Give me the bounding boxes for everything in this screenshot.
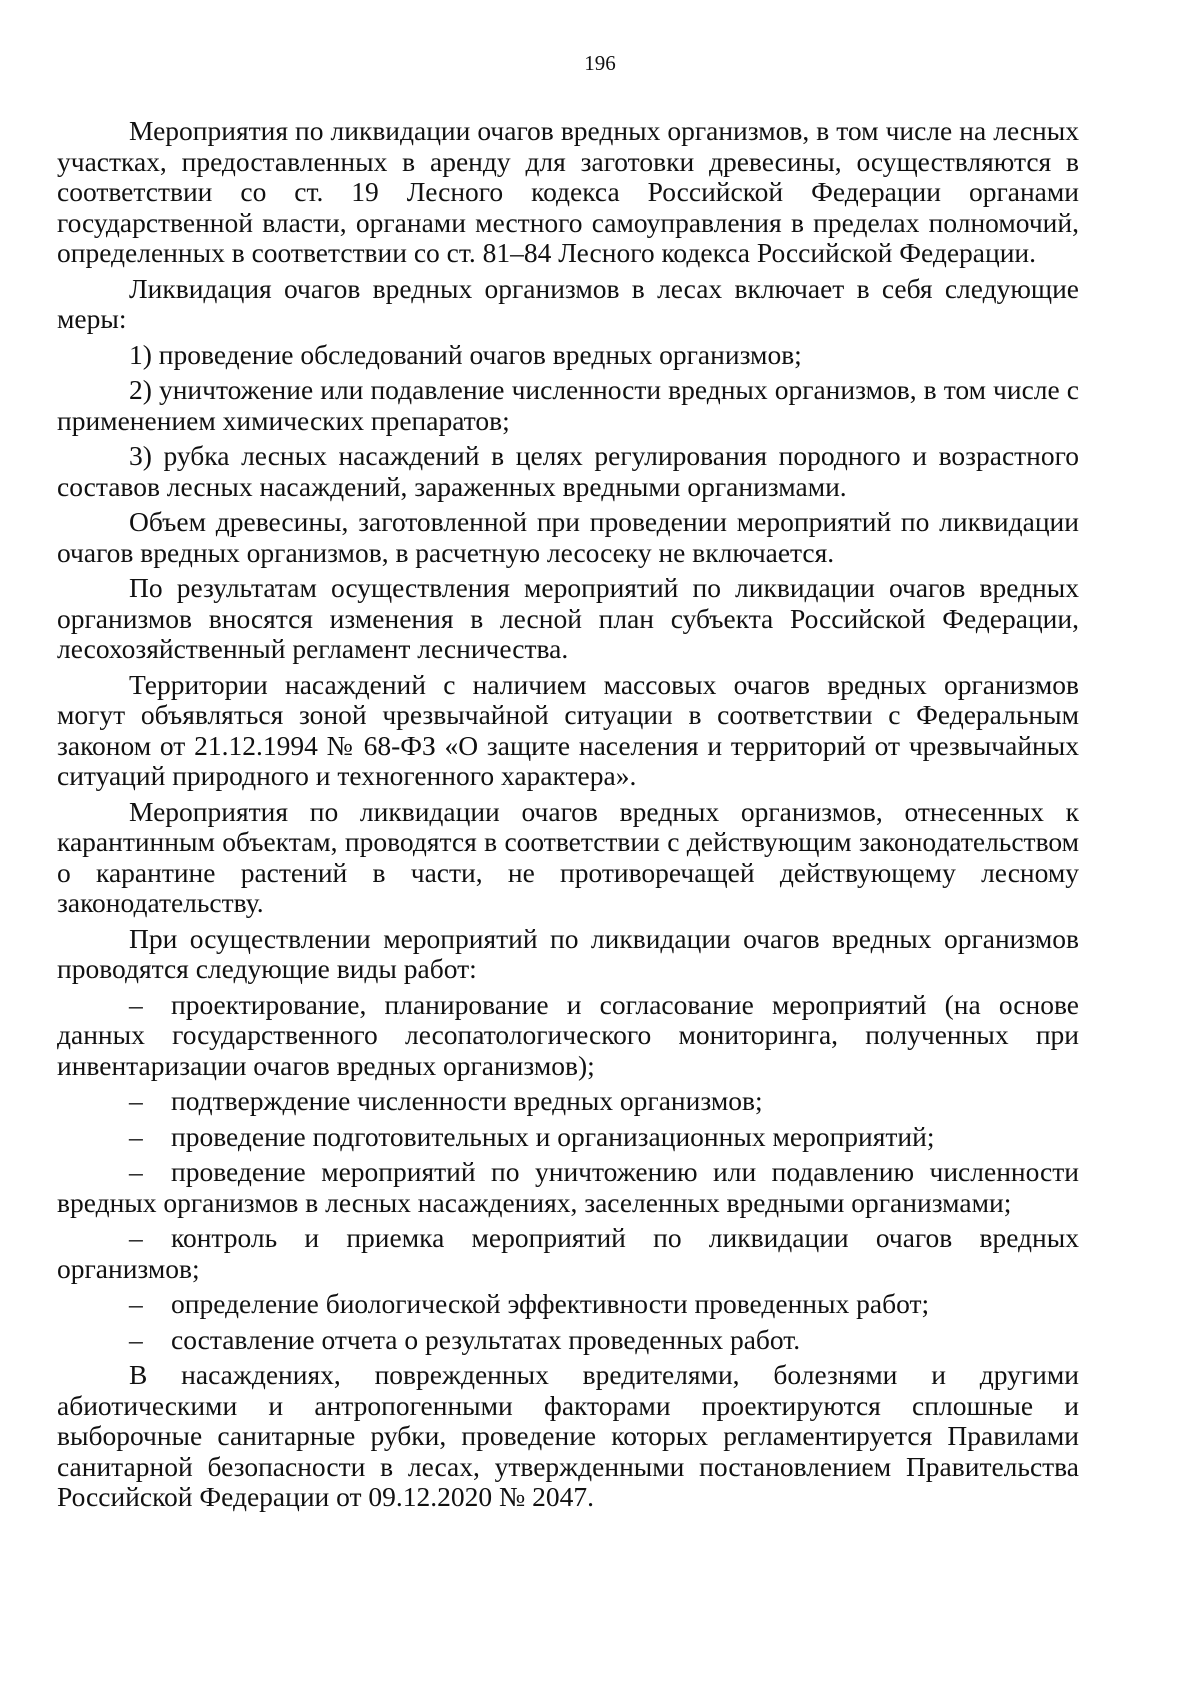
list-item xyxy=(57,1086,1079,1117)
list-item-text: составление отчета о результатах проведенных работ. xyxy=(171,1323,801,1355)
dash-bullet: – xyxy=(129,1288,143,1319)
measure-item-2: 2) уничтожение или подавление численности вредных организмов, в том числе с применением химических препаратов; xyxy=(57,374,1079,436)
list-item-text: контроль и приемка мероприятий по ликвидации очагов вредных организмов; xyxy=(57,1222,1079,1284)
paragraph-liquidation-measures-legal-basis: Мероприятия по ликвидации очагов вредных организмов, в том числе на лесных участках, предоставленных в аренду для заготовки древесины, осуществляются в соответствии со ст. 19 Лесного кодекса Российской Федерации органами государственной власти, органами местного самоуправления в пределах полномочий, определенных в соответствии со ст. 81–84 Лесного кодекса Российской Федерации. xyxy=(57,115,1079,268)
measure-item-3: 3) рубка лесных насаждений в целях регулирования породного и возрастного составов лесных насаждений, зараженных вредными организмами. xyxy=(57,440,1079,502)
dash-bullet: – xyxy=(129,1222,143,1253)
list-item-text: подтверждение численности вредных организмов; xyxy=(171,1085,763,1116)
paragraph-quarantine: Мероприятия по ликвидации очагов вредных организмов, отнесенных к карантинным объектам, проводятся в соответствии с действующим законодательством о карантине растений в части, не противоречащей действующему лесному законодательству. xyxy=(57,795,1079,918)
dash-bullet: – xyxy=(129,1323,143,1355)
paragraph-emergency-zone: Территории насаждений с наличием массовых очагов вредных организмов могут объявляться зоной чрезвычайной ситуации в соответствии с Федеральным законом от 21.12.1994 № 68-ФЗ «О защите населения и территорий от чрезвычайных ситуаций природного и техногенного характера». xyxy=(57,668,1079,791)
list-item xyxy=(57,1122,1079,1153)
list-item xyxy=(57,1325,1079,1356)
list-item-text: проектирование, планирование и согласование мероприятий (на основе данных государственного лесопатологического мониторинга, полученных при инвентаризации очагов вредных организмов); xyxy=(57,988,1079,1081)
paragraph-forest-plan-changes: По результатам осуществления мероприятий по ликвидации очагов вредных организмов вносятся изменения в лесной план субъекта Российской Федерации, лесохозяйственный регламент лесничества. xyxy=(57,572,1079,664)
paragraph-liquidation-measures-intro: Ликвидация очагов вредных организмов в лесах включает в себя следующие меры: xyxy=(57,272,1079,334)
measure-item-1: 1) проведение обследований очагов вредных организмов; xyxy=(129,338,802,370)
paragraph-work-types-intro: При осуществлении мероприятий по ликвидации очагов вредных организмов проводятся следующие виды работ: xyxy=(57,922,1079,984)
dash-bullet: – xyxy=(129,988,143,1020)
list-item xyxy=(57,990,1079,1082)
list-item-text: проведение подготовительных и организационных мероприятий; xyxy=(171,1120,935,1152)
list-item-text: проведение мероприятий по уничтожению или подавлению численности вредных организмов в лесных насаждениях, заселенных вредными организмами; xyxy=(57,1156,1079,1218)
list-item xyxy=(57,1289,1079,1320)
page-number: 196 xyxy=(584,51,616,75)
dash-bullet: – xyxy=(129,1156,143,1187)
list-item xyxy=(57,1223,1079,1284)
dash-bullet: – xyxy=(129,1085,143,1116)
paragraph-sanitary-felling: В насаждениях, поврежденных вредителями, болезнями и другими абиотическими и антропогенными факторами проектируются сплошные и выборочные санитарные рубки, проведение которых регламентируется Правилами санитарной безопасности в лесах, утвержденными постановлением Правительства Российской Федерации от 09.12.2020 № 2047. xyxy=(57,1359,1079,1512)
paragraph-timber-volume: Объем древесины, заготовленной при проведении мероприятий по ликвидации очагов вредных организмов, в расчетную лесосеку не включается. xyxy=(57,506,1079,568)
list-item-text: определение биологической эффективности проведенных работ; xyxy=(171,1288,930,1319)
dash-bullet: – xyxy=(129,1120,143,1152)
list-item xyxy=(57,1157,1079,1218)
document-body xyxy=(57,116,1079,1518)
